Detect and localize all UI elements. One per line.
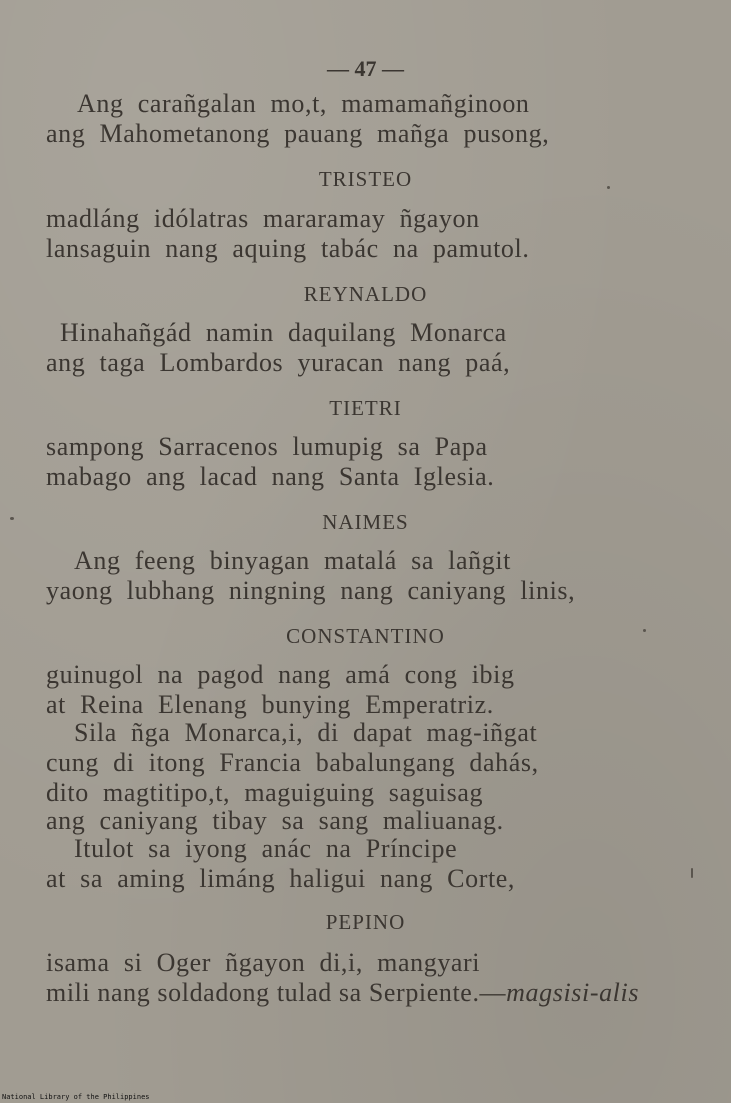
verse-line: Itulot sa iyong anác na Príncipe: [74, 834, 458, 863]
paper-speck: [10, 517, 14, 520]
verse-line: sampong Sarracenos lumupig sa Papa: [46, 432, 488, 461]
verse-line: ang caniyang tibay sa sang maliuanag.: [46, 806, 504, 835]
verse-line: Ang feeng binyagan matalá sa lañgit: [74, 546, 511, 575]
verse-line: at sa aming limáng haligui nang Corte,: [46, 864, 516, 893]
stage-direction: magsisi-alis: [506, 978, 640, 1007]
speaker-heading-tristeo: TRISTEO: [318, 167, 413, 191]
verse-line: madláng idólatras mararamay ñgayon: [46, 204, 480, 233]
verse-line: ang taga Lombardos yuracan nang paá,: [46, 348, 511, 377]
speaker-heading-reynaldo: REYNALDO: [303, 282, 428, 306]
verse-line: lansaguin nang aquing tabác na pamutol.: [46, 234, 530, 263]
paper-speck: [643, 629, 646, 632]
verse-line: isama si Oger ñgayon di,i, mangyari: [46, 948, 481, 977]
speaker-heading-tietri: TIETRI: [329, 396, 402, 420]
speaker-heading-constantino: CONSTANTINO: [286, 624, 445, 648]
verse-line: Ang carañgalan mo,t, mamamañginoon: [77, 89, 530, 118]
library-credit: National Library of the Philippines: [2, 1093, 150, 1101]
verse-line: at Reina Elenang bunying Emperatriz.: [46, 690, 494, 719]
verse-line: yaong lubhang ningning nang caniyang linis,: [46, 576, 576, 605]
speaker-heading-naimes: NAIMES: [322, 510, 409, 534]
paper-speck: [607, 186, 610, 189]
verse-line: ang Mahometanong pauang mañga pusong,: [46, 119, 550, 148]
verse-line: mabago ang lacad nang Santa Iglesia.: [46, 462, 495, 491]
verse-text: mili nang soldadong tulad sa Serpiente.—: [46, 978, 507, 1007]
verse-line: Hinahañgád namin daquilang Monarca: [60, 318, 507, 347]
verse-line: Sila ñga Monarca,i, di dapat mag-iñgat: [74, 718, 538, 747]
verse-line: dito magtitipo,t, maguiguing saguisag: [46, 778, 484, 807]
speaker-heading-pepino: PEPINO: [325, 910, 406, 934]
verse-line-with-direction: [46, 980, 639, 1006]
verse-line: cung di itong Francia babalungang dahás,: [46, 748, 539, 777]
verse-line: guinugol na pagod nang amá cong ibig: [46, 660, 515, 689]
paper-speck: [691, 868, 693, 878]
page-number: — 47 —: [327, 56, 404, 81]
